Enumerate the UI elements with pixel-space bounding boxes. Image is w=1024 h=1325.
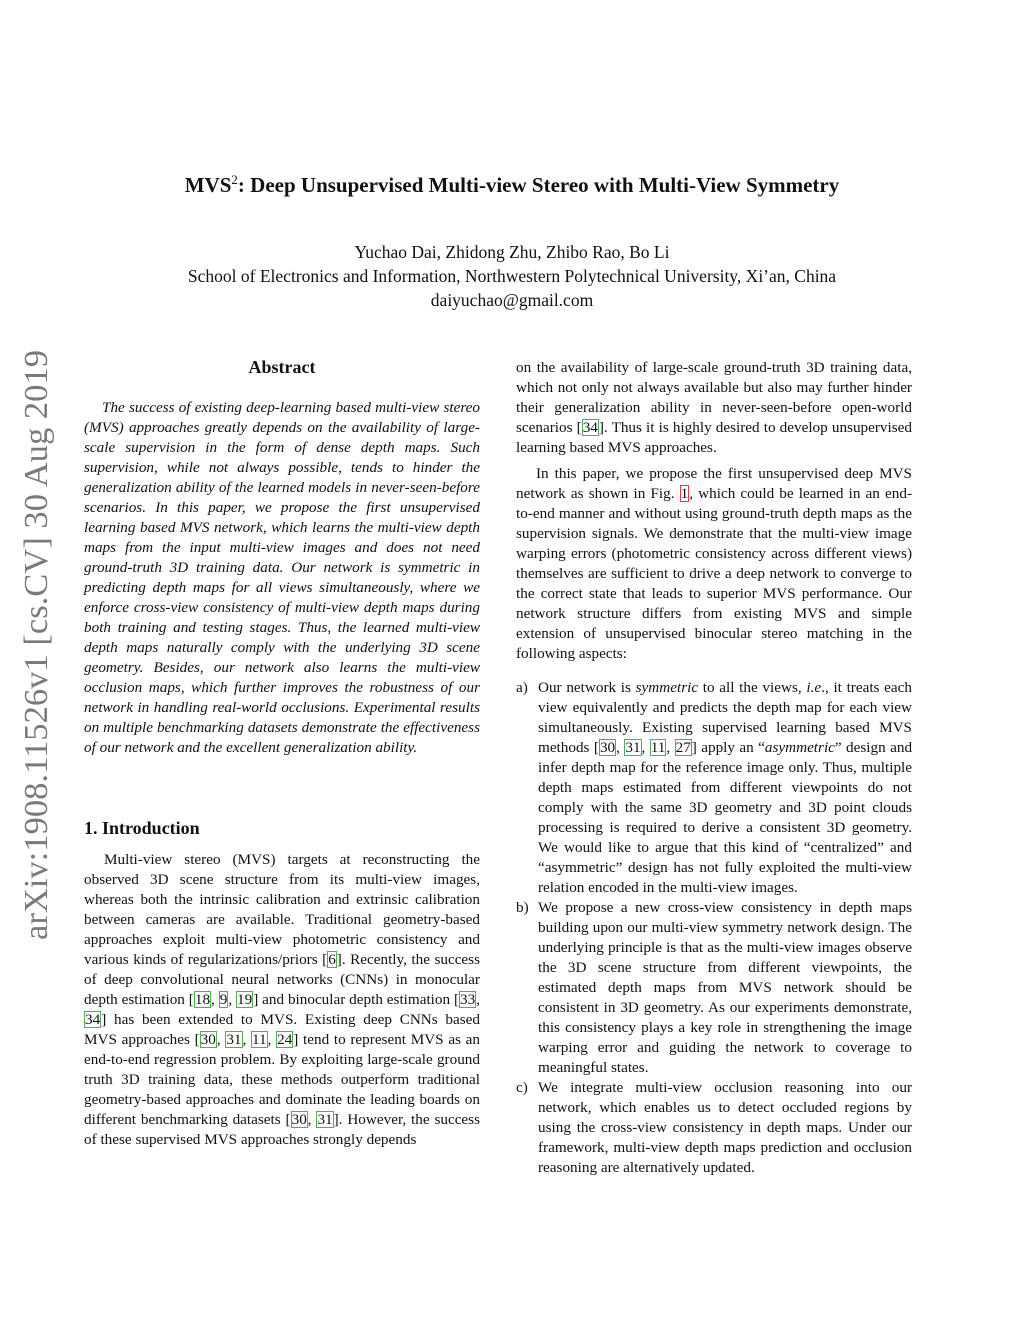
- citation-link[interactable]: 24: [277, 1031, 293, 1048]
- abstract-heading: Abstract: [248, 357, 316, 377]
- title-prefix: MVS: [184, 173, 232, 197]
- introduction-paragraph: Multi-view stereo (MVS) targets at reconstructing the observed 3D scene structure from its multi-view images, whereas both the intrinsic calibration and extrinsic calibration between cameras are available. Traditional geometry-based approaches exploit multi-view photometric consistency and various kinds of regularizations/priors [6]. Recently, the success of deep convolutional neural networks (CNNs) in monocular depth estimation [18, 9, 19] and binocular depth estimation [33, 34] has been extended to MVS. Existing deep CNNs based MVS approaches [30, 31, 11, 24] tend to represent MVS as an end-to-end regression problem. By exploiting large-scale ground truth 3D training data, these methods outperform traditional geometry-based approaches and dominate the leading boards on different benchmarking datasets [30, 31]. However, the success of these supervised MVS approaches strongly depends: [84, 851, 481, 1148]
- citation-link[interactable]: 27: [675, 739, 691, 756]
- title-rest: : Deep Unsupervised Multi-view Stereo with Multi-View Symmetry: [237, 173, 840, 197]
- citation-link[interactable]: 9: [219, 991, 228, 1008]
- introduction-heading: 1. Introduction: [84, 818, 200, 838]
- abstract-body: The success of existing deep-learning based multi-view stereo (MVS) approaches greatly depends on the availability of large-scale supervision in the form of dense depth maps. Such supervision, while not always possible, tends to hinder the generalization ability of the learned models in never-seen-before scenarios. In this paper, we propose the first unsupervised learning based MVS network, which learns the multi-view depth maps from the input multi-view images and does not need ground-truth 3D training data. Our network is symmetric in predicting depth maps for all views simultaneously, where we enforce cross-view consistency of multi-view depth maps during both training and testing stages. Thus, the learned multi-view depth maps naturally comply with the underlying 3D scene geometry. Besides, our network also learns the multi-view occlusion maps, which further improves the robustness of our network in handling real-world occlusions. Experimental results on multiple benchmarking datasets demonstrate the effectiveness of our network and the excellent generalization ability.: [84, 399, 480, 756]
- list-item: c) We integrate multi-view occlusion reasoning into our network, which enables us to detect occluded regions by using the cross-view consistency in depth maps. Under our framework, multi-view depth maps prediction and occlusion reasoning are alternatively updated.: [516, 1079, 912, 1176]
- citation-link[interactable]: 33: [460, 991, 476, 1008]
- author-names: Yuchao Dai, Zhidong Zhu, Zhibo Rao, Bo Li: [354, 242, 670, 262]
- list-marker: c): [516, 1079, 528, 1096]
- list-marker: b): [516, 899, 529, 916]
- contribution-list: [516, 678, 912, 1178]
- citation-link[interactable]: 30: [200, 1031, 216, 1048]
- citation-link[interactable]: 19: [237, 991, 253, 1008]
- figure-reference-link[interactable]: 1: [680, 485, 689, 502]
- citation-link[interactable]: 31: [625, 739, 641, 756]
- citation-link[interactable]: 30: [599, 739, 616, 756]
- proposal-paragraph: In this paper, we propose the first unsupervised deep MVS network as shown in Fig. 1, which could be learned in an end-to-end manner and without using ground-truth depth maps as the supervision signals. We demonstrate that the multi-view image warping errors (photometric consistency across different views) themselves are sufficient to drive a deep network to converge to the correct state that leads to superior MVS performance. Our network structure differs from existing MVS and simple extension of unsupervised binocular stereo matching in the following aspects:: [516, 465, 913, 662]
- citation-link[interactable]: 30: [291, 1111, 307, 1128]
- paper-title: [60, 172, 964, 198]
- affiliation: School of Electronics and Information, Northwestern Polytechnical University, Xi’an, China: [187, 266, 837, 286]
- title-superscript: 2: [231, 172, 238, 187]
- citation-link[interactable]: 6: [328, 951, 336, 968]
- list-item: b) We propose a new cross-view consistency in depth maps building upon our multi-view symmetry network design. The underlying principle is that as the multi-view images observe the 3D scene structure from different viewpoints, the estimated depth maps from MVS network should be consistent in 3D geometry. As our experiments demonstrate, this consistency plays a key role in strengthening the image warping error and guiding the network to coverage to meaningful states.: [516, 899, 912, 1076]
- intro-continuation-paragraph: on the availability of large-scale ground-truth 3D training data, which not only not always available but also may further hinder their generalization ability in never-seen-before open-world scenarios [34]. Thus it is highly desired to develop unsupervised learning based MVS approaches.: [516, 359, 912, 456]
- citation-link[interactable]: 18: [194, 991, 211, 1008]
- right-column: [516, 358, 912, 1178]
- arxiv-side-stamp: [18, 345, 64, 945]
- citation-link[interactable]: 34: [582, 419, 598, 436]
- arxiv-identifier: arXiv:1908.11526v1 [cs.CV] 30 Aug 2019: [18, 359, 56, 940]
- citation-link[interactable]: 31: [226, 1031, 242, 1048]
- email: daiyuchao@gmail.com: [430, 290, 594, 310]
- list-marker: a): [516, 679, 528, 696]
- citation-link[interactable]: 34: [85, 1011, 101, 1028]
- list-item: a) Our network is symmetric to all the views, i.e., it treats each view equivalently and predicts the depth map for each view simultaneously. Existing supervised learning based MVS methods [30, 31, 11, 27] apply an “asymmetric” design and infer depth map for the reference image only. Thus, multiple depth maps estimated from different viewpoints do not comply with the same 3D geometry and 3D point clouds processing is required to derive a consistent 3D geometry. We would like to argue that this kind of “centralized” and “asymmetric” design has not fully exploited the multi-view relation encoded in the multi-view images.: [516, 679, 913, 896]
- citation-link[interactable]: 31: [317, 1111, 333, 1128]
- left-column: [84, 354, 480, 1150]
- citation-link[interactable]: 11: [252, 1031, 267, 1048]
- author-block: [60, 240, 964, 312]
- citation-link[interactable]: 11: [650, 739, 666, 756]
